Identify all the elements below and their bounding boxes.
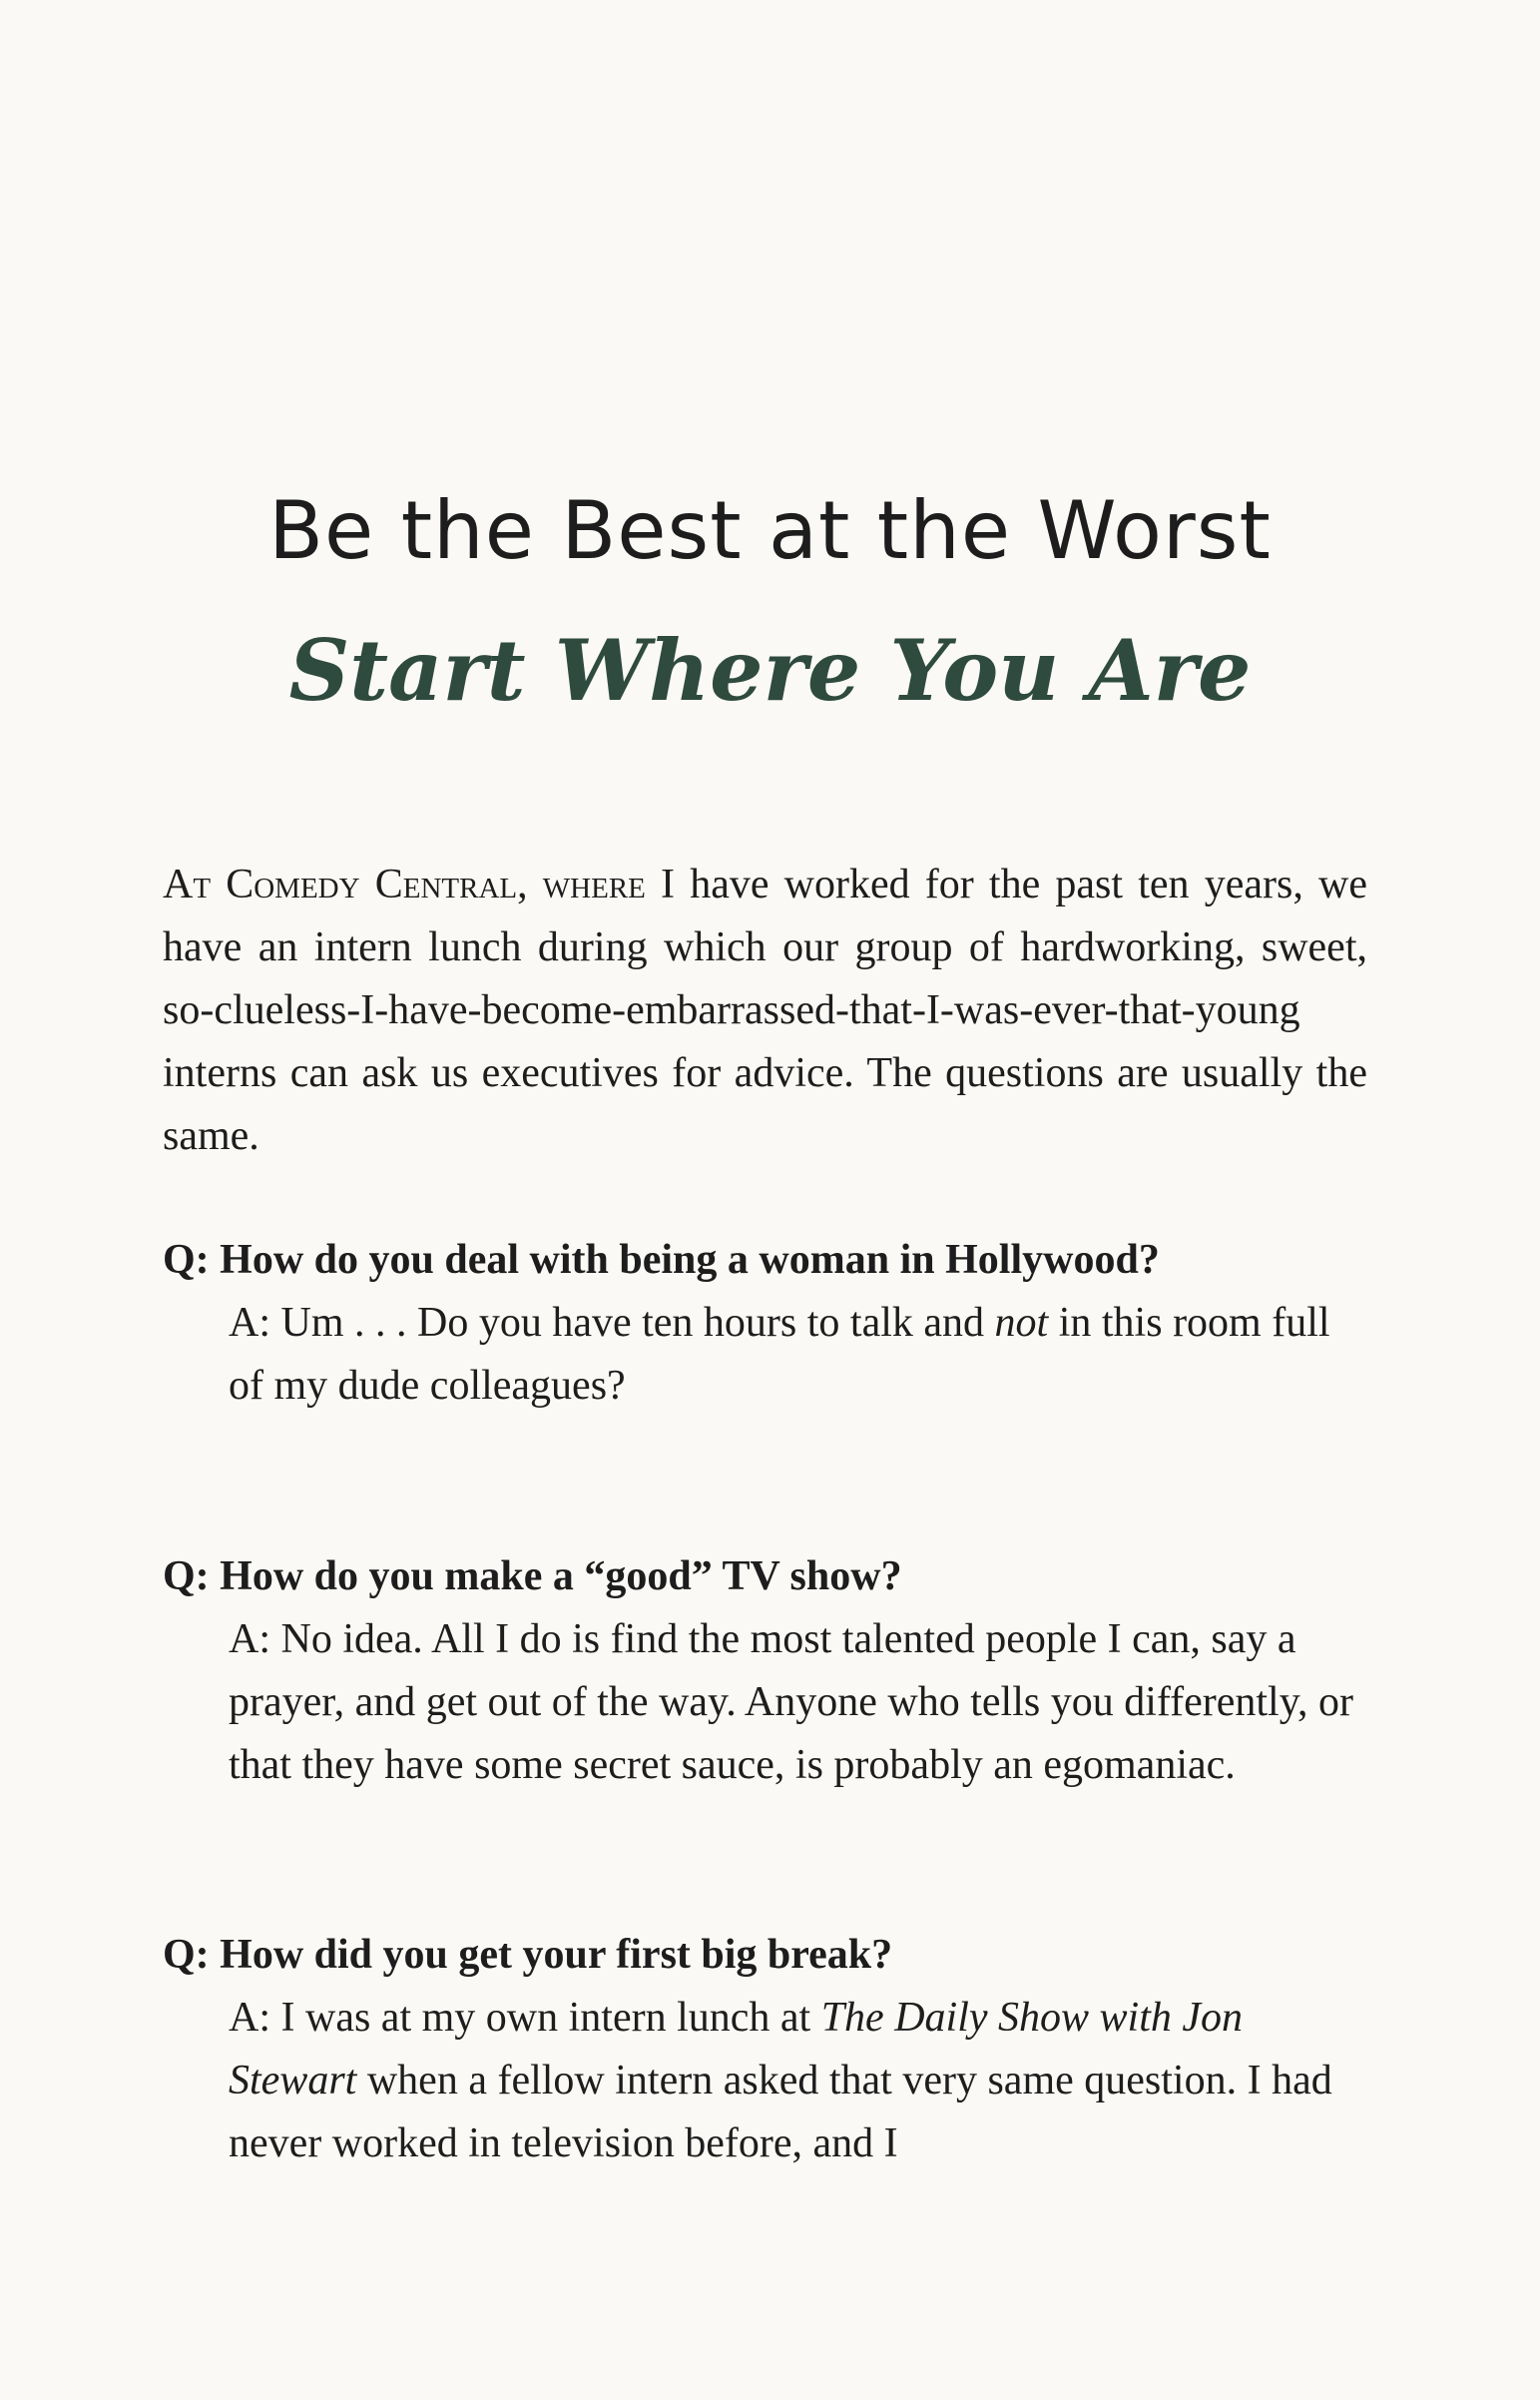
question-3: Q: How did you get your first big break? [163,1932,893,1978]
answer-1-text-b: in this room full of my dude colleagues? [229,1300,1330,1409]
answer-2: A: No idea. All I do is find the most talented people I can, say a prayer, and get out of the way. Anyone who tells you differently, or that they have some secret sauce, is probably an egomaniac. [229,1616,1353,1788]
qa-block-1 [163,1229,1367,1418]
question-1: Q: How do you deal with being a woman in Hollywood? [163,1237,1160,1283]
qa-block-2 [163,1545,1367,1797]
answer-3 [163,1987,1367,2175]
answer-1-emphasis: not [994,1300,1049,1346]
intro-smallcaps-lead: At Comedy Central, where [163,862,646,907]
answer-3-text-a: A: I was at my own intern lunch at [229,1995,821,2041]
intro-paragraph [163,854,1367,1168]
answer-3-text-b: when a fellow intern asked that very same question. I had never worked in television before, and I [229,2058,1332,2166]
qa-block-3 [163,1924,1367,2175]
answer-1 [163,1292,1367,1418]
chapter-subtitle: Start Where You Are [288,621,1252,720]
question-2: Q: How do you make a “good” TV show? [163,1553,902,1599]
answer-3-show-title: The Daily Show with Jon Stewart [229,1995,1244,2103]
answer-1-text-a: A: Um . . . Do you have ten hours to talk and [229,1300,995,1346]
intro-text: I have worked for the past ten years, we have an intern lunch during which our group of hardworking, sweet, so-clueless-I-have-become-embarrassed-that-I-was-ever-that-young interns can ask us executives for advice. The questions are usually the same. [163,862,1367,1159]
chapter-title: Be the Best at the Worst [268,484,1272,577]
